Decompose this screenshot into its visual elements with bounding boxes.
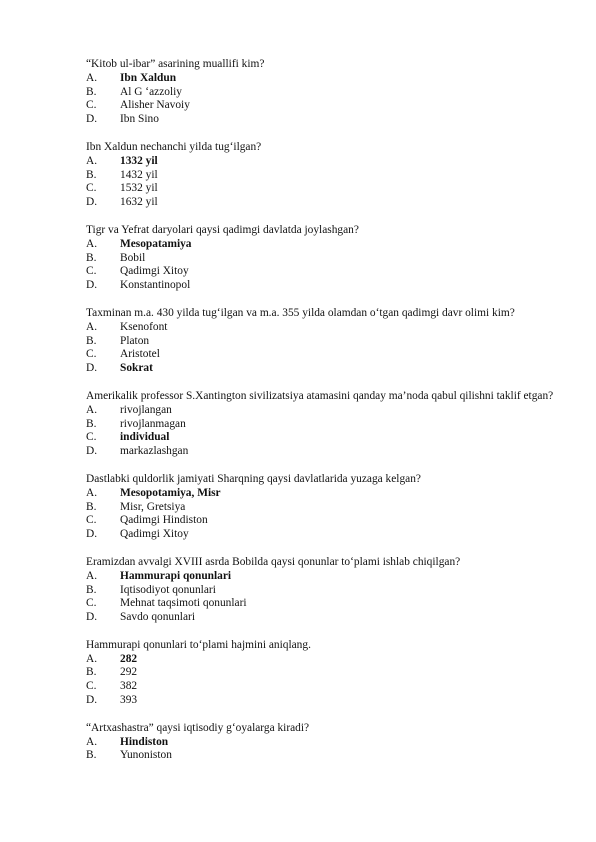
option-text: rivojlangan xyxy=(120,403,172,416)
answer-option-correct xyxy=(86,736,556,750)
option-letter: D. xyxy=(86,279,98,292)
option-text: Hindiston xyxy=(120,735,169,748)
answer-option xyxy=(86,113,556,127)
question-text: “Artxashastra” qaysi iqtisodiy g‘oyalarga kiradi? xyxy=(86,721,310,734)
option-text: Mesopotamiya, Misr xyxy=(120,486,221,499)
answer-option-correct xyxy=(86,570,556,584)
option-text: 393 xyxy=(120,694,138,707)
option-text: Ksenofont xyxy=(120,320,168,333)
question-text: Dastlabki quldorlik jamiyati Sharqning qaysi davlatlarida yuzaga kelgan? xyxy=(86,472,421,485)
answer-option xyxy=(86,666,556,680)
question-text: Taxminan m.a. 430 yilda tug‘ilgan va m.a. 355 yilda olamdan o‘tgan qadimgi davr olimi kim? xyxy=(86,306,515,319)
option-letter: B. xyxy=(86,251,97,264)
answer-option xyxy=(86,335,556,349)
option-letter: A. xyxy=(86,320,98,333)
option-text: 1632 yil xyxy=(120,196,158,209)
question-block xyxy=(86,639,556,708)
option-letter: B. xyxy=(86,749,97,762)
option-text: Iqtisodiyot qonunlari xyxy=(120,583,216,596)
option-letter: D. xyxy=(86,611,98,624)
answer-option xyxy=(86,252,556,266)
answer-option-correct xyxy=(86,238,556,252)
question-text: Eramizdan avvalgi XVIII asrda Bobilda qaysi qonunlar to‘plami ishlab chiqilgan? xyxy=(86,555,461,568)
option-text: Qadimgi Xitoy xyxy=(120,265,189,278)
option-letter: D. xyxy=(86,113,98,126)
answer-option xyxy=(86,279,556,293)
option-letter: D. xyxy=(86,196,98,209)
answer-option xyxy=(86,404,556,418)
option-text: Alisher Navoiy xyxy=(120,99,190,112)
question-block xyxy=(86,307,556,376)
option-letter: D. xyxy=(86,445,98,458)
option-letter: C. xyxy=(86,265,97,278)
option-text: 292 xyxy=(120,666,138,679)
answer-option xyxy=(86,418,556,432)
option-text: Sokrat xyxy=(120,362,153,375)
option-text: Mesopatamiya xyxy=(120,237,192,250)
option-text: Platon xyxy=(120,334,150,347)
answer-option xyxy=(86,445,556,459)
question-block xyxy=(86,58,556,127)
answer-option-correct xyxy=(86,72,556,86)
option-letter: D. xyxy=(86,694,98,707)
answer-option xyxy=(86,597,556,611)
option-letter: C. xyxy=(86,680,97,693)
question-text: Amerikalik professor S.Xantington sivilizatsiya atamasini qanday ma’noda qabul qilishni taklif etgan? xyxy=(86,389,554,402)
answer-option xyxy=(86,265,556,279)
option-letter: B. xyxy=(86,500,97,513)
answer-option xyxy=(86,611,556,625)
answer-option-correct xyxy=(86,155,556,169)
option-letter: A. xyxy=(86,569,98,582)
option-letter: D. xyxy=(86,362,98,375)
option-letter: A. xyxy=(86,71,98,84)
answer-option-correct xyxy=(86,431,556,445)
option-letter: C. xyxy=(86,348,97,361)
answer-option xyxy=(86,196,556,210)
option-text: 1432 yil xyxy=(120,168,158,181)
option-text: Bobil xyxy=(120,251,146,264)
option-text: 382 xyxy=(120,680,138,693)
answer-option xyxy=(86,169,556,183)
option-letter: B. xyxy=(86,334,97,347)
option-text: Ibn Sino xyxy=(120,113,159,126)
option-text: Savdo qonunlari xyxy=(120,611,195,624)
option-text: 282 xyxy=(120,652,138,665)
option-letter: C. xyxy=(86,182,97,195)
option-letter: B. xyxy=(86,168,97,181)
question-text: Tigr va Yefrat daryolari qaysi qadimgi davlatda joylashgan? xyxy=(86,223,359,236)
question-block xyxy=(86,556,556,625)
option-letter: C. xyxy=(86,597,97,610)
answer-option xyxy=(86,694,556,708)
answer-option-correct xyxy=(86,487,556,501)
option-letter: A. xyxy=(86,735,98,748)
question-text: “Kitob ul-ibar” asarining muallifi kim? xyxy=(86,58,265,70)
answer-option xyxy=(86,99,556,113)
question-block xyxy=(86,390,556,459)
answer-option xyxy=(86,514,556,528)
question-text: Ibn Xaldun nechanchi yilda tug‘ilgan? xyxy=(86,140,262,153)
option-letter: A. xyxy=(86,154,98,167)
answer-option xyxy=(86,86,556,100)
option-letter: D. xyxy=(86,528,98,541)
option-text: Hammurapi qonunlari xyxy=(120,569,232,582)
answer-option xyxy=(86,321,556,335)
answer-option xyxy=(86,528,556,542)
option-text: Qadimgi Xitoy xyxy=(120,528,189,541)
option-text: Al G ‘azzoliy xyxy=(120,85,182,98)
question-text: Hammurapi qonunlari to‘plami hajmini aniqlang. xyxy=(86,638,311,651)
option-letter: B. xyxy=(86,85,97,98)
option-letter: C. xyxy=(86,431,97,444)
option-text: Misr, Gretsiya xyxy=(120,500,186,513)
option-text: markazlashgan xyxy=(120,445,189,458)
option-text: 1332 yil xyxy=(120,154,158,167)
option-text: Ibn Xaldun xyxy=(120,71,177,84)
answer-option xyxy=(86,680,556,694)
option-letter: A. xyxy=(86,403,98,416)
option-letter: A. xyxy=(86,237,98,250)
answer-option xyxy=(86,584,556,598)
option-text: Konstantinopol xyxy=(120,279,191,292)
question-block xyxy=(86,141,556,210)
option-text: rivojlanmagan xyxy=(120,417,186,430)
question-block xyxy=(86,722,556,763)
answer-option xyxy=(86,182,556,196)
option-text: Yunoniston xyxy=(120,749,172,762)
option-letter: B. xyxy=(86,583,97,596)
option-letter: B. xyxy=(86,417,97,430)
question-block xyxy=(86,224,556,293)
answer-option-correct xyxy=(86,653,556,667)
option-letter: A. xyxy=(86,486,98,499)
option-letter: C. xyxy=(86,514,97,527)
option-text: 1532 yil xyxy=(120,182,158,195)
option-text: Mehnat taqsimoti qonunlari xyxy=(120,597,247,610)
option-text: Aristotel xyxy=(120,348,160,361)
answer-option xyxy=(86,348,556,362)
option-letter: C. xyxy=(86,99,97,112)
answer-option xyxy=(86,749,556,763)
question-block xyxy=(86,473,556,542)
option-letter: A. xyxy=(86,652,98,665)
answer-option-correct xyxy=(86,362,556,376)
answer-option xyxy=(86,501,556,515)
option-letter: B. xyxy=(86,666,97,679)
option-text: Qadimgi Hindiston xyxy=(120,514,208,527)
option-text: individual xyxy=(120,431,170,444)
document-page xyxy=(86,58,556,777)
